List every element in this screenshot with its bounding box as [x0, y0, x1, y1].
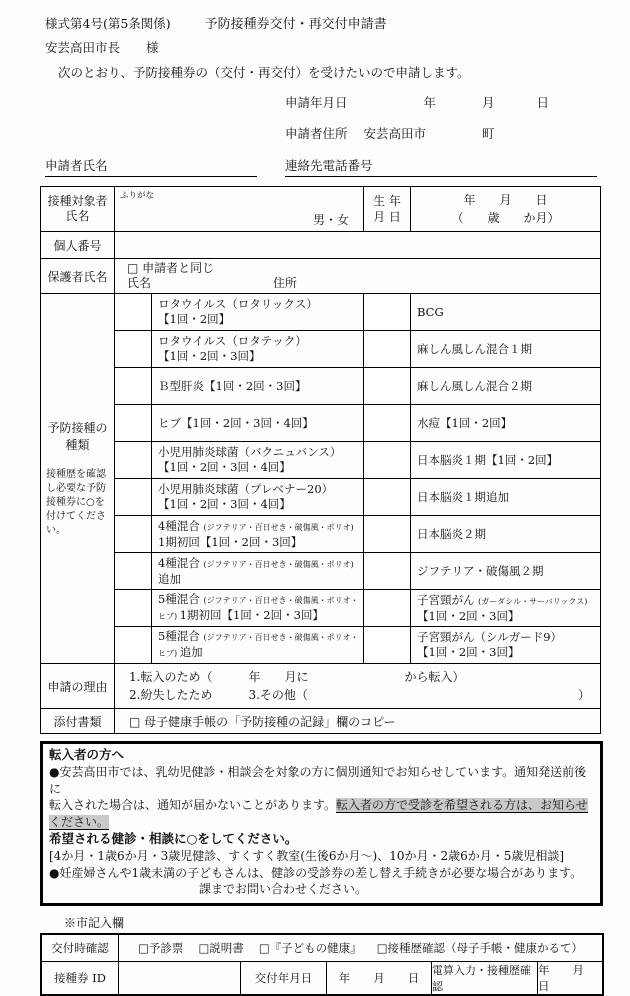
reason-row [41, 664, 601, 709]
vaccine-name-right: 子宮頸がん（シルガード9） 【1回・2回・3回】 [411, 627, 601, 664]
intro-text: 次のとおり、予防接種券の（交付・再交付）を受けたいので申請します。 [58, 65, 470, 80]
voucher-id-cell[interactable] [118, 962, 240, 994]
personal-number-cell[interactable] [115, 232, 601, 259]
page-title: 予防接種券交付・再交付申請書 [204, 17, 387, 32]
target-person-row [41, 187, 601, 232]
attachment-row [41, 709, 601, 734]
vaccine-row [41, 590, 601, 627]
reason-close-paren: ） [578, 688, 591, 702]
mark-cell-right[interactable] [364, 627, 411, 664]
confirm-row [42, 935, 602, 961]
vaccine-name-left: Ｂ型肝炎【1回・2回・3回】 [152, 368, 364, 405]
issue-date-label: 交付年月日 [240, 962, 326, 994]
vaccine-name-right: ジフテリア・破傷風２期 [411, 553, 601, 590]
confirm-checkbox-option[interactable]: □説明書 [198, 941, 244, 956]
personal-number-row [41, 232, 601, 259]
reason-label: 申請の理由 [41, 664, 115, 709]
vaccine-row [41, 368, 601, 405]
vaccine-name-left: 4種混合 (ジフテリア・百日せき・破傷風・ポリオ) 追加 [152, 553, 364, 590]
mark-cell-left[interactable] [115, 479, 152, 516]
year-label: 年 [423, 95, 437, 110]
mark-cell-left[interactable] [115, 553, 152, 590]
vaccine-row [41, 405, 601, 442]
notice-line1: ●安芸高田市では、乳幼児健診・相談会を対象の方に個別通知でお知らせしています。通知発送前後に [49, 764, 587, 796]
birthdate-label: 生 年 月 日 [364, 187, 411, 232]
city-section-label: ※市記入欄 [64, 916, 125, 931]
vaccine-row [41, 294, 601, 331]
applicant-name-phone-line [45, 156, 630, 177]
mark-cell-left[interactable] [115, 627, 152, 664]
confirm-checkbox-option[interactable]: □『子どもの健康』 [258, 941, 362, 956]
voucher-id-label: 接種券 ID [54, 971, 106, 986]
vaccine-row [41, 516, 601, 553]
mark-cell-right[interactable] [364, 442, 411, 479]
guardian-same-checkbox-option[interactable]: □ 申請者と同じ [127, 261, 215, 275]
vaccine-name-left: 小児用肺炎球菌（プレベナー20） 【1回・2回・3回・4回】 [152, 479, 364, 516]
confirm-label: 交付時確認 [51, 941, 109, 956]
entry-check-label: 電算入力・接種歴確認 [431, 962, 537, 994]
confirm-checkbox-option[interactable]: □接種歴確認（母子手帳・健康かるて） [376, 941, 583, 956]
notice-line2: 転入された場合は、通知が届かないことがあります。転入者の方で受診を希望される方は、お知らせ [49, 798, 588, 813]
confirm-checkbox-option[interactable]: □予診票 [138, 941, 184, 956]
sex-selector[interactable]: 男・女 [313, 213, 350, 227]
mark-cell-right[interactable] [364, 553, 411, 590]
vaccine-name-left: 小児用肺炎球菌（バクニュバンス） 【1回・2回・3回・4回】 [152, 442, 364, 479]
personal-number-label: 個人番号 [41, 232, 115, 259]
vaccine-name-left: 4種混合 (ジフテリア・百日せき・破傷風・ポリオ) 1期初回【1回・2回・3回】 [152, 516, 364, 553]
vaccine-name-left: ロタウイルス（ロタテック） 【1回・2回・3回】 [152, 331, 364, 368]
vaccine-name-right: 日本脳炎２期 [411, 516, 601, 553]
guardian-name-label: 氏名 [127, 276, 152, 290]
vaccine-name-left: ヒブ【1回・2回・3回・4回】 [152, 405, 364, 442]
phone-label: 連絡先電話番号 [285, 158, 373, 173]
vaccine-name-left: 5種混合 (ジフテリア・百日せき・破傷風・ポリオ・ ヒブ) 追加 [152, 627, 364, 664]
mark-cell-right[interactable] [364, 368, 411, 405]
reason-option-1[interactable]: 1.転入のため（ 年 月に から転入） [129, 670, 465, 684]
form-number-line [45, 13, 630, 32]
mark-cell-right[interactable] [364, 516, 411, 553]
vaccine-row [41, 331, 601, 368]
guardian-row [41, 259, 601, 294]
mark-cell-right[interactable] [364, 294, 411, 331]
issue-date-cell[interactable]: 年 月 日 [326, 962, 431, 994]
guardian-cell [115, 259, 601, 294]
addressee: 安芸高田市長 [45, 40, 121, 55]
notice-heading: 転入者の方へ [49, 747, 125, 762]
mark-cell-left[interactable] [115, 331, 152, 368]
target-person-label: 接種対象者 氏名 [41, 187, 115, 232]
addressee-line [45, 38, 630, 56]
mark-cell-left[interactable] [115, 590, 152, 627]
mark-cell-left[interactable] [115, 516, 152, 553]
addressee-suffix: 様 [146, 40, 159, 55]
mark-cell-right[interactable] [364, 405, 411, 442]
vaccine-name-right: 麻しん風しん混合２期 [411, 368, 601, 405]
applicant-name-label: 申請者氏名 [45, 158, 108, 173]
confirm-items [118, 935, 602, 961]
notice-highlighted-text: 転入者の方で受診を希望される方は、お知らせ [336, 798, 588, 813]
month-label: 月 [482, 95, 495, 110]
vaccine-name-right: 麻しん風しん混合１期 [411, 331, 601, 368]
form-number: 様式第4号(第5条関係) [45, 16, 171, 31]
notice-line3: ください。 [49, 815, 110, 830]
vaccine-name-right: 日本脳炎１期追加 [411, 479, 601, 516]
notice-line6: ●妊産婦さんや1歳未満の子どもさんは、健診の受診券の差し替え手続きが必要な場合があります。 [49, 865, 583, 880]
mark-cell-right[interactable] [364, 479, 411, 516]
guardian-address-label: 住所 [272, 276, 297, 290]
vaccine-row [41, 627, 601, 664]
applicant-address-value: 安芸高田市 [363, 126, 427, 141]
applicant-name-field[interactable] [45, 156, 257, 177]
applicant-address-label: 申請者住所 [285, 126, 348, 141]
city-table [40, 933, 607, 996]
vaccine-name-right: 水痘【1回・2回】 [411, 405, 601, 442]
applicant-address-suffix: 町 [482, 126, 495, 141]
vaccine-section-header: 予防接種の 種類 接種歴を確認し必要な予防接種券に○を付けてください。 [41, 294, 115, 664]
mark-cell-left[interactable] [115, 368, 152, 405]
application-table [40, 186, 601, 734]
vaccine-name-right: 日本脳炎１期【1回・2回】 [411, 442, 601, 479]
guardian-label: 保護者氏名 [41, 259, 115, 294]
reason-option-2-3[interactable]: 2.紛失したため 3.その他（ [129, 688, 308, 702]
day-label: 日 [536, 95, 550, 110]
notice-line4: 希望される健診・相談に○をしてください。 [49, 830, 298, 846]
application-date-label: 申請年月日 [285, 95, 348, 110]
mark-cell-left[interactable] [115, 294, 152, 331]
mark-cell-right[interactable] [364, 590, 411, 627]
attachment-checkbox-option[interactable]: □ 母子健康手帳の「予防接種の記録」欄のコピー [129, 714, 396, 729]
phone-field[interactable] [285, 156, 597, 177]
reason-cell[interactable] [115, 664, 601, 709]
notice-line7: 課までお問い合わせください。 [199, 882, 368, 897]
target-name-cell[interactable] [115, 187, 364, 232]
attachment-cell [115, 709, 601, 734]
voucher-id-row [42, 961, 607, 994]
vaccine-name-right: BCG [411, 294, 601, 331]
applicant-address-line [285, 124, 630, 142]
transferee-notice-box [40, 741, 603, 906]
notice-line5: [4か月・1歳6か月・3歳児健診、すくすく教室(生後6か月～)、10か月・2歳6か月・5歳児相談] [49, 848, 565, 863]
mark-cell-left[interactable] [115, 405, 152, 442]
entry-check-cell[interactable]: 年 月 日 [538, 963, 607, 994]
mark-cell-right[interactable] [364, 331, 411, 368]
vaccine-name-left: ロタウイルス（ロタリックス） 【1回・2回】 [152, 294, 364, 331]
mark-cell-left[interactable] [115, 442, 152, 479]
vaccine-row [41, 479, 601, 516]
application-date-line [285, 93, 630, 111]
vaccine-body [41, 294, 601, 664]
vaccine-name-left: 5種混合 (ジフテリア・百日せき・破傷風・ポリオ・ ヒブ) 1期初回【1回・2回・3回】 [152, 590, 364, 627]
attachment-label: 添付書類 [41, 709, 115, 734]
vaccine-name-right: 子宮頸がん (ガーダシル・サーバリックス) 【1回・2回・3回】 [411, 590, 601, 627]
furigana-label: ふりがな [120, 191, 155, 201]
vaccine-row [41, 442, 601, 479]
vaccine-row [41, 553, 601, 590]
birthdate-cell[interactable]: 年 月 日 （ 歳 か月） [411, 187, 601, 232]
